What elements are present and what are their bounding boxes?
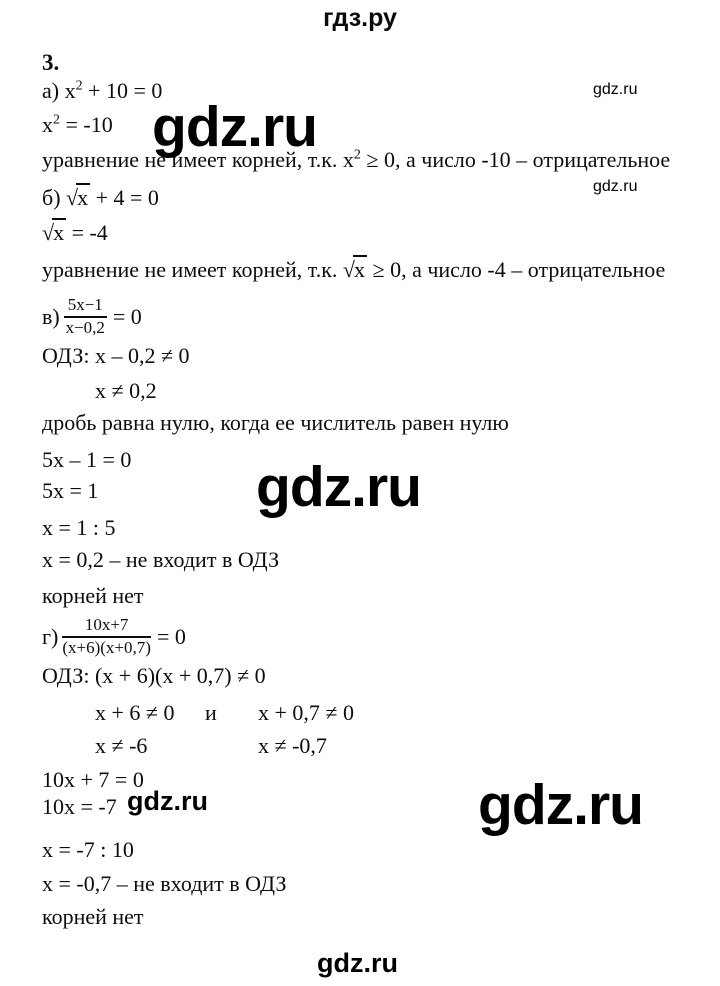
line-g-step2: 10x = -7: [42, 794, 117, 819]
radicand: x: [354, 257, 365, 282]
part-g-label: г): [42, 623, 59, 649]
line-g-cond1-mid: и: [205, 700, 217, 725]
part-v-label: в): [42, 303, 60, 329]
line-b-conclusion: уравнение не имеет корней, т.к. √x ≥ 0, а число -4 – отрицательное: [42, 257, 666, 282]
line-v-equation: [42, 296, 142, 337]
radicand: x: [53, 220, 65, 245]
watermark-bottom: gdz.ru: [317, 948, 398, 978]
line-g-step3: x = -7 : 10: [42, 837, 134, 862]
sqrt-icon: √: [342, 257, 353, 282]
superscript: 2: [53, 112, 60, 128]
line-v-step2: 5x = 1: [42, 478, 99, 503]
line-a-conclusion: уравнение не имеет корней, т.к. $x^2 \ge 0$, а число -10 – отрицательное: [42, 147, 671, 172]
line-g-cond1-right: x + 0,7 ≠ 0: [258, 700, 354, 725]
watermark-step-inline: gdz.ru: [127, 786, 208, 816]
watermark-part-a-big: gdz.ru: [152, 95, 317, 159]
superscript: 2: [353, 147, 361, 163]
line-g-step4: x = -0,7 – не входит в ОДЗ: [42, 871, 287, 896]
line-v-rule: дробь равна нулю, когда ее числитель равен нулю: [42, 410, 509, 435]
line-b-eq2: √x = -4: [42, 220, 108, 245]
fraction: [64, 296, 107, 337]
sqrt-icon: √: [66, 185, 77, 210]
line-v-step1: 5x – 1 = 0: [42, 447, 132, 472]
line-g-step1: 10x + 7 = 0: [42, 767, 144, 792]
line-v-step5: корней нет: [42, 583, 144, 608]
line-g-cond2-right: x ≠ -0,7: [258, 733, 327, 758]
line-v-odz-x: x ≠ 0,2: [95, 378, 157, 403]
line-v-step4: x = 0,2 – не входит в ОДЗ: [42, 547, 280, 572]
line-v-odz: ОДЗ: x – 0,2 ≠ 0: [42, 343, 190, 368]
line-g-odz: ОДЗ: (x + 6)(x + 0,7) ≠ 0: [42, 663, 266, 688]
equals-zero: = 0: [112, 303, 142, 329]
watermark-top-right-1: gdz.ru: [593, 81, 638, 98]
fraction-numerator: 5x−1: [64, 296, 107, 318]
line-v-step3: x = 1 : 5: [42, 515, 116, 540]
fraction-denominator: (x+6)(x+0,7): [62, 637, 151, 657]
fraction-numerator: 10x+7: [62, 616, 151, 638]
line-g-cond2-left: x ≠ -6: [95, 733, 148, 758]
line-a-eq2: $x^2 = -10$: [42, 112, 113, 137]
superscript: 2: [75, 78, 83, 94]
line-b-eq1: б) √x + 4 = 0: [42, 185, 159, 210]
watermark-middle-big: gdz.ru: [256, 455, 421, 519]
line-g-equation: [42, 616, 186, 657]
watermark-right-big: gdz.ru: [478, 773, 643, 837]
site-title: гдз.ру: [323, 4, 397, 32]
line-a-eq1: а) $x^2 + 10 = 0$: [42, 78, 163, 103]
sqrt-icon: √: [42, 220, 53, 245]
radicand: x: [77, 185, 89, 210]
equals-zero: = 0: [156, 623, 186, 649]
line-g-step5: корней нет: [42, 904, 144, 929]
problem-number: 3.: [42, 50, 60, 75]
watermark-top-right-2: gdz.ru: [593, 178, 638, 195]
fraction-denominator: x−0,2: [65, 317, 105, 337]
fraction: [62, 616, 151, 657]
line-g-cond1-left: x + 6 ≠ 0: [95, 700, 175, 725]
